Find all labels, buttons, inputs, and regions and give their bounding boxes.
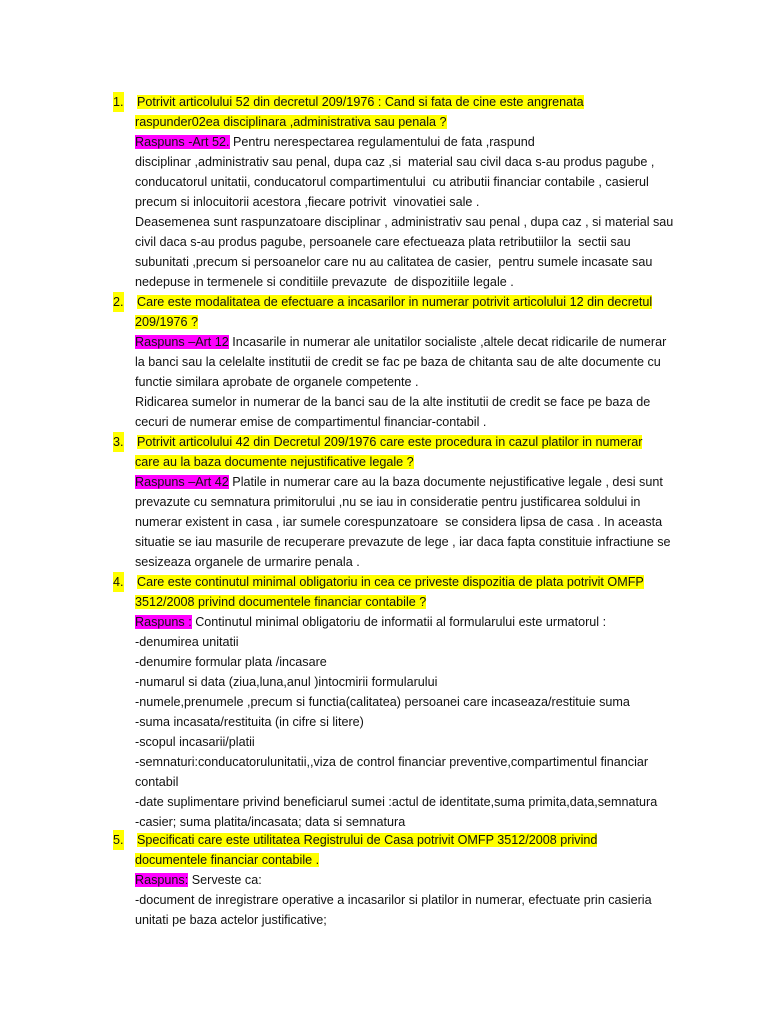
answer-line: la banci sau la celelalte institutii de credit se fac pe baza de chitanta sau de alte documente cu bbox=[135, 355, 661, 369]
answer-line: Deasemenea sunt raspunzatoare disciplinar , administrativ sau penal , dupa caz , si material sau bbox=[135, 215, 674, 229]
answer-line: -scopul incasarii/platii bbox=[135, 735, 255, 749]
answer-line: conducatorul unitatii, conducatorul compartimentului cu atributii financiar contabile , casierul bbox=[135, 175, 649, 189]
item-number: 5. bbox=[113, 830, 124, 850]
answer-line: precum si inlocuitorii acestora ,fiecare potrivit vinovatiei sale . bbox=[135, 195, 480, 209]
question-line: Care este continutul minimal obligatoriu in cea ce priveste dispozitia de plata potrivit OMFP bbox=[137, 575, 644, 589]
question-line: 3512/2008 privind documentele financiar contabile ? bbox=[135, 595, 427, 609]
question-line: care au la baza documente nejustificative legale ? bbox=[135, 455, 414, 469]
answer-label: Raspuns –Art 12 bbox=[135, 335, 229, 349]
question-line: Specificati care este utilitatea Registrului de Casa potrivit OMFP 3512/2008 privind bbox=[137, 833, 598, 847]
answer-label: Raspuns : bbox=[135, 615, 192, 629]
answer-line: -suma incasata/restituita (in cifre si litere) bbox=[135, 715, 364, 729]
answer-line: civil daca s-au produs pagube, persoanele care efectueaza plata retributiilor la sectii sau bbox=[135, 235, 631, 249]
answer-label: Raspuns –Art 42 bbox=[135, 475, 229, 489]
qa-item-3 bbox=[115, 432, 675, 572]
question-line: documentele financiar contabile . bbox=[135, 853, 320, 867]
answer-label: Raspuns -Art 52. bbox=[135, 135, 230, 149]
answer-line: Ridicarea sumelor in numerar de la banci sau de la alte institutii de credit se face pe baza de bbox=[135, 395, 651, 409]
question-line: Potrivit articolului 42 din Decretul 209/1976 care este procedura in cazul platilor in numerar bbox=[137, 435, 643, 449]
answer-line: Pentru nerespectarea regulamentului de fata ,raspund bbox=[229, 135, 535, 149]
answer-line: numerar existent in casa , iar sumele corespunzatoare se considera lipsa de casa . In aceasta bbox=[135, 515, 663, 529]
answer-line: -numele,prenumele ,precum si functia(calitatea) persoanei care incaseaza/restituie suma bbox=[135, 695, 630, 709]
answer-line: -date suplimentare privind beneficiarul sumei :actul de identitate,suma primita,data,semnatura bbox=[135, 795, 658, 809]
answer-line: -semnaturi:conducatorulunitatii,,viza de control financiar preventive,compartimentul financiar bbox=[135, 755, 649, 769]
question-line: 209/1976 ? bbox=[135, 315, 199, 329]
answer-line: Continutul minimal obligatoriu de informatii al formularului este urmatorul : bbox=[191, 615, 607, 629]
item-number: 2. bbox=[113, 292, 124, 312]
answer-line: contabil bbox=[135, 775, 179, 789]
answer-line: prevazute cu semnatura primitorului ,nu se iau in consideratie pentru justificarea soldului in bbox=[135, 495, 641, 509]
answer-line: -denumire formular plata /incasare bbox=[135, 655, 327, 669]
answer-line: functie similara aprobate de organele competente . bbox=[135, 375, 419, 389]
answer-line: unitati pe baza actelor justificative; bbox=[135, 913, 327, 927]
answer-line: disciplinar ,administrativ sau penal, dupa caz ,si material sau civil daca s-au produs pagube , bbox=[135, 155, 655, 169]
item-number: 4. bbox=[113, 572, 124, 592]
item-number: 3. bbox=[113, 432, 124, 452]
answer-label: Raspuns: bbox=[135, 873, 189, 887]
qa-item-2 bbox=[115, 292, 675, 432]
qa-item-4 bbox=[115, 572, 675, 832]
item-number: 1. bbox=[113, 92, 124, 112]
answer-line: -denumirea unitatii bbox=[135, 635, 239, 649]
qa-item-1 bbox=[115, 92, 675, 292]
question-line: Care este modalitatea de efectuare a incasarilor in numerar potrivit articolului 12 din decretul bbox=[137, 295, 653, 309]
answer-line: Serveste ca: bbox=[188, 873, 262, 887]
answer-line: -numarul si data (ziua,luna,anul )intocmirii formularului bbox=[135, 675, 438, 689]
answer-line: Incasarile in numerar ale unitatilor socialiste ,altele decat ridicarile de numerar bbox=[228, 335, 667, 349]
answer-line: subunitati ,precum si persoanelor care nu au calitatea de casier, pentru sumele incasate sau bbox=[135, 255, 653, 269]
answer-line: sesizeaza organele de urmarire penala . bbox=[135, 555, 360, 569]
qa-item-5 bbox=[115, 830, 675, 930]
answer-line: -casier; suma platita/incasata; data si semnatura bbox=[135, 815, 406, 829]
answer-line: cecuri de numerar emise de compartimentul financiar-contabil . bbox=[135, 415, 487, 429]
question-line: Potrivit articolului 52 din decretul 209/1976 : Cand si fata de cine este angrenata bbox=[137, 95, 584, 109]
answer-line: -document de inregistrare operative a incasarilor si platilor in numerar, efectuate prin casieria bbox=[135, 893, 652, 907]
answer-line: situatie se iau masurile de recuperare prevazute de lege , iar daca fapta constituie infractiune se bbox=[135, 535, 671, 549]
answer-line: nedepuse in termenele si conditiile prevazute de dispozitiile legale . bbox=[135, 275, 514, 289]
answer-line: Platile in numerar care au la baza documente nejustificative legale , desi sunt bbox=[228, 475, 663, 489]
question-line: raspunder02ea disciplinara ,administrativa sau penala ? bbox=[135, 115, 447, 129]
